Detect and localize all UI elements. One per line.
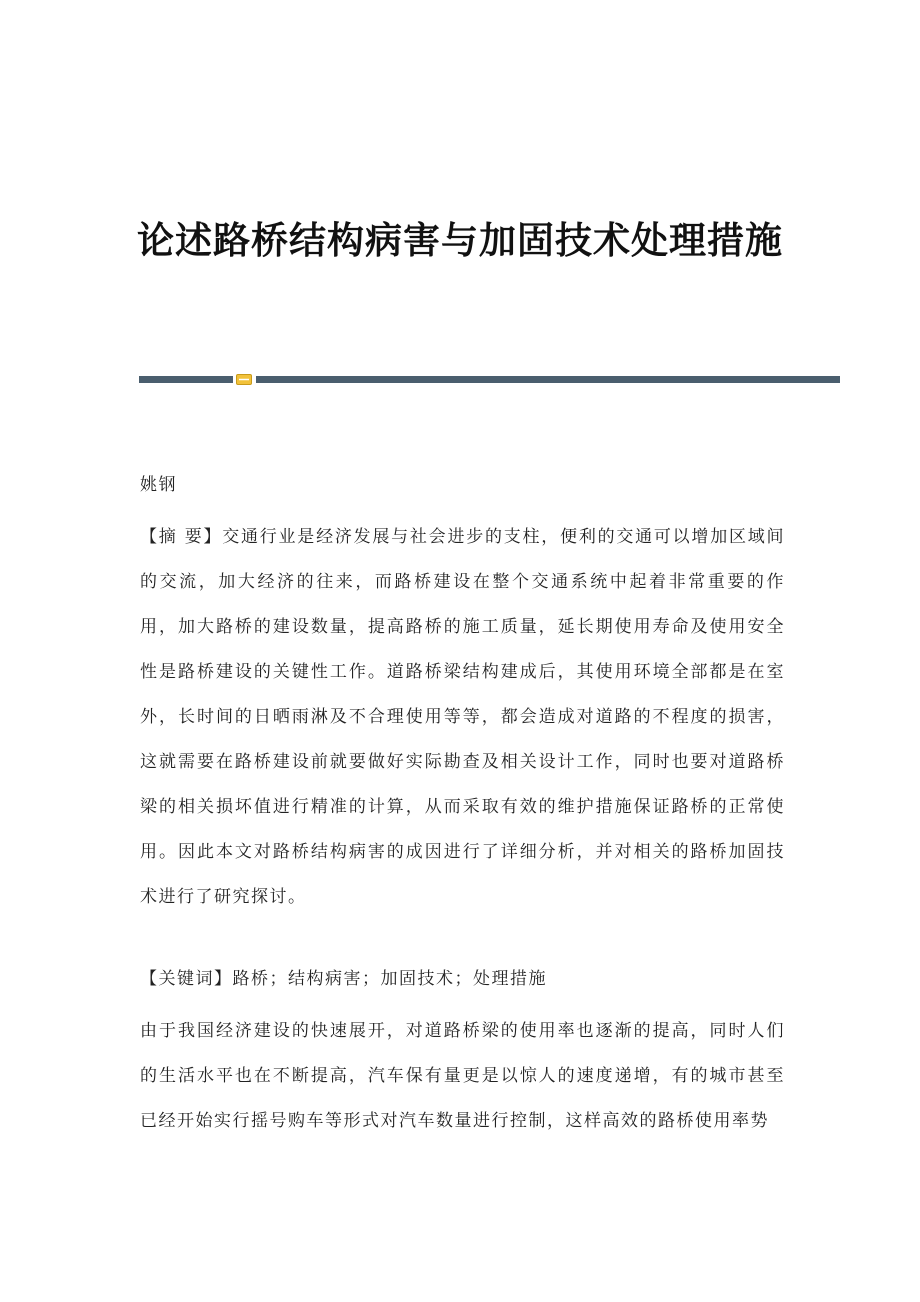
keywords-line: 【关键词】路桥；结构病害；加固技术；处理措施 xyxy=(140,969,547,989)
divider-bar-left xyxy=(139,376,233,383)
divider-ornament-icon xyxy=(236,374,252,385)
abstract-paragraph: 【摘 要】交通行业是经济发展与社会进步的支柱，便利的交通可以增加区域间的交流，加大经济的往来，而路桥建设在整个交通系统中起着非常重要的作用，加大路桥的建设数量，提高路桥的施工质量，延长期使用寿命及使用安全性是路桥建设的关键性工作。道路桥梁结构建成后，其使用环境全部都是在室外，长时间的日晒雨淋及不合理使用等等，都会造成对道路的不程度的损害，这就需要在路桥建设前就要做好实际勘查及相关设计工作，同时也要对道路桥梁的相关损坏值进行精准的计算，从而采取有效的维护措施保证路桥的正常使用。因此本文对路桥结构病害的成因进行了详细分析，并对相关的路桥加固技术进行了研究探讨。 xyxy=(140,527,785,907)
body-paragraph: 由于我国经济建设的快速展开，对道路桥梁的使用率也逐渐的提高，同时人们的生活水平也在不断提高，汽车保有量更是以惊人的速度递增，有的城市甚至已经开始实行摇号购车等形式对汽车数量进行控制，这样高效的路桥使用率势 xyxy=(140,1021,785,1131)
document-title: 论述路桥结构病害与加固技术处理措施 xyxy=(137,218,783,262)
author-name: 姚钢 xyxy=(140,475,177,495)
divider-bar-right xyxy=(256,376,840,383)
title-divider xyxy=(0,374,920,384)
